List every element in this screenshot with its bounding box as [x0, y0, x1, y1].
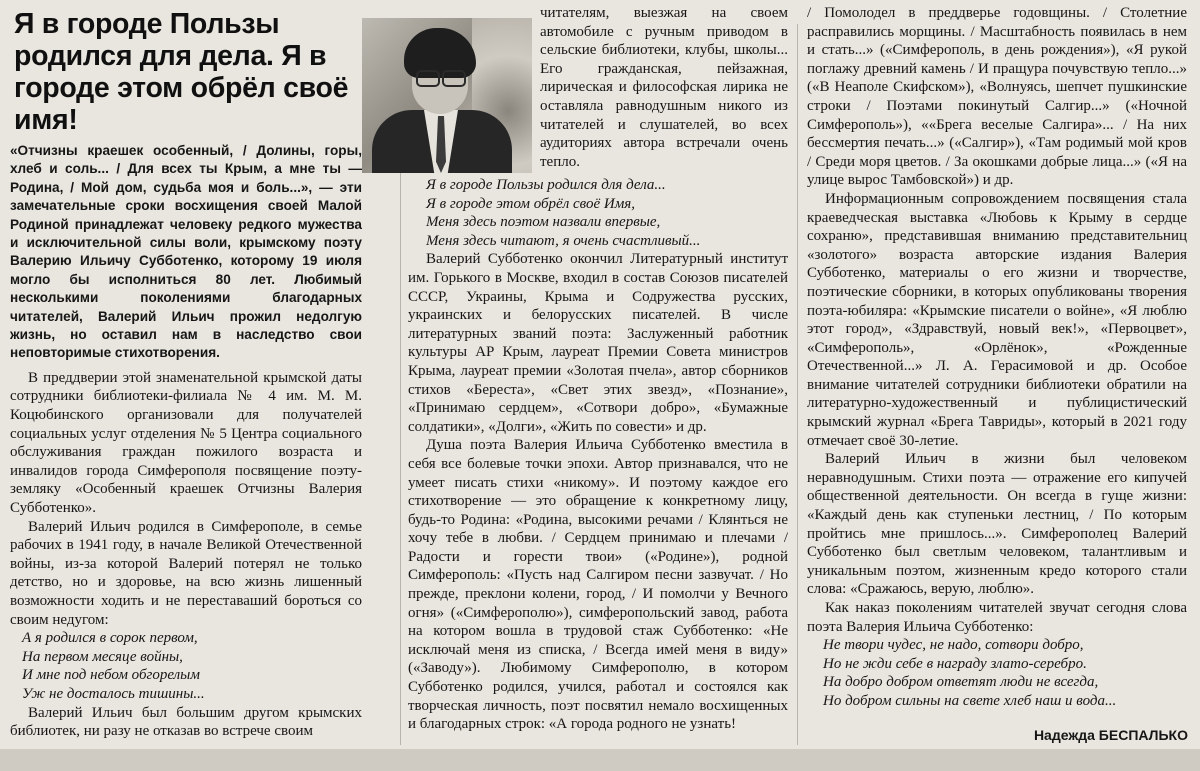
paragraph: / Помолодел в преддверье годовщины. / Столетние расправились морщины. / Масштабность появилась в нем и стать...» («Симферополь, в день рождения»), «Я рукой поглажу древний камень / И пращура почувствую тепло...» («В Неаполе Скифском»), «Волнуясь, шепчет пушкинские строки / Поэтами покинутый Салгир...» («Ночной Симферополь»), ««Брега веселые Салгира»... / На них бессмертия печать...» («Салгир»), «Там родимый мой кров / Среди моря цветов. / За окошками добрые лица...» («Я на улице вырос Тамбовской») и др.	[807, 5, 1187, 189]
paragraph: Валерий Ильич был большим другом крымских библиотек, ни разу не отказав во встрече своим	[10, 704, 362, 740]
paragraph: Валерий Ильич в жизни был человеком неравнодушным. Стихи поэта — отражение его кипучей общественной деятельности. Он всегда в гуще жизни: «Каждый день как ступеньки лестниц, / По которым пройтись мне пришлось...». Симферополец Валерий Субботенко был светлым человеком, талантливым и уникальным поэтом, жизненным кредо которого стали слова: «Сражаюсь, верую, люблю».	[807, 451, 1187, 598]
paragraph: Душа поэта Валерия Ильича Субботенко вместила в себя все болевые точки эпохи. Автор признавался, что не умеет писать стихи «никому». И поэтому каждое его стихотворение — это обращение к конкретному лицу, будь-то Родина: «Родина, высокими речами / Клянться не хочу тебе в любви. / Сердцем принимаю и плечами / Радости и горести твои» («Родине»), родной Симферополь: «Пусть над Салгиром песни зазвучат. / Но прежде, преклони колени, город, / И помолчи у Вечного огня» («Симферополю»), симферопольский завод, работа на котором вошла в трудовой стаж Субботенко: «Не исключай меня из списка, / Всегда имей меня в виду» («Заводу»). Любимому Симферополю, в котором Субботенко родился, учился, работал и состоялся как творческая личность, поэт посвятил немало восхищенных и благодарных строк: «А города родного не узнать!	[408, 437, 788, 733]
paragraph: Как наказ поколениям читателей звучат сегодня слова поэта Валерия Ильича Субботенко:	[807, 600, 1187, 635]
column-divider	[797, 24, 798, 745]
column-1	[10, 0, 362, 771]
verse-quote	[22, 629, 362, 703]
verse-line: Но не жди себе в награду злато-серебро.	[823, 655, 1087, 672]
article-lead: «Отчизны краешек особенный, / Долины, горы, хлеб и соль... / Для всех ты Крым, а мне ты — Родина, / Мой дом, судьба моя и боль...», — эти замечательные сроки восхищения своей Малой Родиной принадлежат человеку редкого мужества и исключительной силы воли, крымскому поэту Валерию Ильичу Субботенко, которому 19 июля могло бы исполниться 80 лет. Любимый несколькими поколениями благодарных читателей, Валерий Ильич прожил недолгую жизнь, но оставил нам в наследство свои неповторимые стихотворения.	[10, 143, 362, 361]
verse-line: А я родился в сорок первом,	[22, 630, 198, 647]
paragraph: читателям, выезжая на своем автомобиле с ручным приводом в сельские библиотеки, клубы, школы... Его гражданская, пейзажная, лирическая и философская лирика не оставляла равнодушным никого из читателей и слушателей, во всех аудиториях автора встречали очень тепло.	[540, 5, 788, 170]
column-1-body	[10, 369, 362, 741]
verse-line: Но добром сильны на свете хлеб наш и вода...	[823, 692, 1117, 709]
verse-line: Я в городе этом обрёл своё Имя,	[426, 195, 636, 212]
verse-line: И мне под небом обгорелым	[22, 667, 200, 684]
verse-line: Не твори чудес, не надо, сотвори добро,	[823, 637, 1084, 654]
verse-line: Уж не досталось тишины...	[22, 685, 205, 702]
verse-line: Меня здесь читают, я очень счастливый...	[426, 232, 701, 249]
verse-quote	[426, 176, 788, 250]
paragraph: Информационным сопровождением посвящения стала краеведческая выставка «Любовь к Крыму в сердце сохраню», представившая вниманию представительниц «золотого» возраста авторские издания Валерия Субботенко, материалы о его жизни и творчестве, поэтические сборники, в которых опубликованы творения поэта-юбиляра: «Крымские писатели о войне», «Я люблю этот город», «Здравствуй, новый век!», «Первоцвет», «Симферополь», «Орлёнок», «Рожденные Отечественной...» Л. А. Герасимовой и др. Особое внимание читателей сотрудники библиотеки обратили на литературно-художественный и публицистический крымский журнал «Брега Тавриды», который в 2021 году отмечает своё 30-летие.	[807, 190, 1187, 449]
verse-line: На первом месяце войны,	[22, 648, 183, 665]
column-3	[807, 0, 1187, 771]
paragraph: В преддверии этой знаменательной крымской даты сотрудники библиотеки-филиала № 4 им. М. М. Коцюбинского организовали для получателей социальных услуг отделения № 5 Центра социального обслуживания граждан пожилого возраста и инвалидов города Симферополя посвящение поэту-земляку «Особенный краешек Отчизны Валерия Субботенко».	[10, 369, 362, 517]
page-edge	[0, 749, 1200, 771]
paragraph: Валерий Субботенко окончил Литературный институт им. Горького в Москве, входил в состав Союзов писателей СССР, Украины, Крыма и Содружества русских, украинских и белорусских писателей. В числе литературных званий поэта: Заслуженный работник культуры АР Крым, лауреат Премии Совета министров Крыма, лауреат премии «Золотая пчела», автор сборников стихов «Береста», «Свет этих звезд», «Познание», «Принимаю сердцем», «Сотвори добро», «Бумажные солдатики», «Долги», «Жить по совести» и др.	[408, 251, 788, 435]
paragraph: Валерий Ильич родился в Симферополе, в семье рабочих в 1941 году, в начале Великой Отечественной войны, из-за которой Валерий потерял не только детство, но и здоровье, на всю жизнь лишенный возможности ходить и не переставаший бороться со своим недугом:	[10, 518, 362, 628]
author-signature: Надежда БЕСПАЛЬКО	[1033, 727, 1188, 743]
article-headline: Я в городе Пользы родился для дела. Я в городе этом обрёл своё имя!	[14, 8, 349, 136]
verse-line: На добро добром ответят люди не всегда,	[823, 674, 1099, 691]
verse-quote	[823, 636, 1187, 710]
verse-line: Я в городе Пользы родился для дела...	[426, 177, 666, 193]
column-2	[408, 0, 788, 771]
verse-line: Меня здесь поэтом назвали впервые,	[426, 214, 661, 231]
